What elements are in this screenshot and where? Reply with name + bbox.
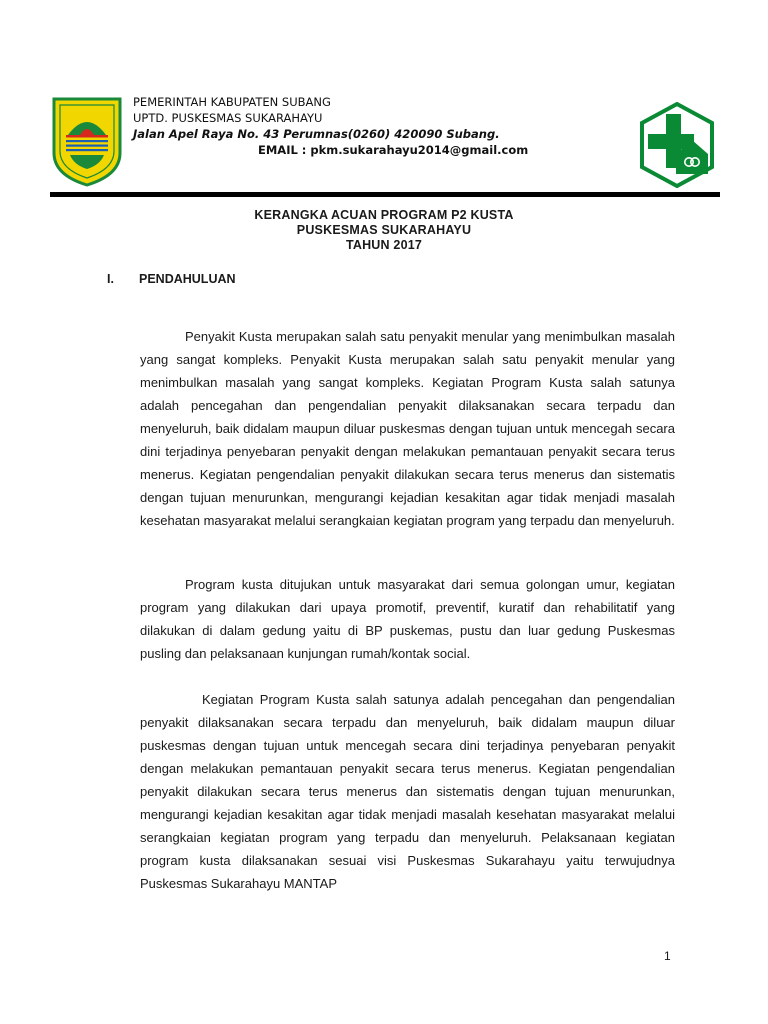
section-heading <box>107 272 236 286</box>
section-number: I. <box>107 272 114 286</box>
letterhead-text <box>133 94 593 158</box>
letterhead-address: Jalan Apel Raya No. 43 Perumnas(0260) 420090 Subang. <box>133 127 500 141</box>
section-title: PENDAHULUAN <box>139 272 236 286</box>
subang-regency-emblem-icon <box>50 95 124 187</box>
title-line-1: KERANGKA ACUAN PROGRAM P2 KUSTA <box>254 208 514 222</box>
paragraph-2: Program kusta ditujukan untuk masyarakat dari semua golongan umur, kegiatan program yang dilakukan dari upaya promotif, preventif, kuratif dan rehabilitatif yang dilakukan di dalam gedung yaitu di BP puskemas, pustu dan luar gedung Puskesmas pusling dan pelaksanaan kunjungan rumah/kontak social. <box>140 577 675 661</box>
letterhead-institution: UPTD. PUSKESMAS SUKARAHAYU <box>133 111 323 125</box>
document-title <box>0 208 768 253</box>
health-ministry-emblem-icon <box>636 102 718 188</box>
letterhead-email: EMAIL : pkm.sukarahayu2014@gmail.com <box>258 143 529 157</box>
letterhead <box>0 0 768 200</box>
page-number: 1 <box>664 949 671 963</box>
title-line-3: TAHUN 2017 <box>345 238 423 252</box>
paragraph-1: Penyakit Kusta merupakan salah satu penyakit menular yang menimbulkan masalah yang sangat kompleks. Penyakit Kusta merupakan salah satu penyakit menular yang menimbulkan masalah yang sangat kompleks. Kegiatan Program Kusta salah satunya adalah pencegahan dan pengendalian penyakit dilaksanakan secara terpadu dan menyeluruh, baik didalam maupun diluar puskesmas dengan tujuan untuk mencegah secara dini terjadinya penyebaran penyakit dengan melakukan pemantauan penyakit secara terus menerus. Kegiatan pengendalian penyakit dilakukan secara terus menerus dan sistematis dengan tujuan menurunkan, mengurangi kejadian kesakitan agar tidak menjadi masalah kesehatan masyarakat melalui serangkaian kegiatan program yang terpadu dan menyeluruh. <box>140 329 675 528</box>
letterhead-government: PEMERINTAH KABUPATEN SUBANG <box>133 95 331 109</box>
paragraph-3: Kegiatan Program Kusta salah satunya adalah pencegahan dan pengendalian penyakit dilaksanakan secara terpadu dan menyeluruh, baik didalam maupun diluar puskesmas dengan tujuan untuk mencegah secara dini terjadinya penyebaran penyakit dengan melakukan pemantauan penyakit secara terus menerus. Kegiatan pengendalian penyakit dilakukan secara terus menerus dan sistematis dengan tujuan menurunkan, mengurangi kejadian kesakitan agar tidak menjadi masalah kesehatan masyarakat melalui serangkaian kegiatan program yang terpadu dan menyeluruh. Pelaksanaan kegiatan program kusta dilaksanakan sesuai visi Puskesmas Sukarahayu yaitu terwujudnya Puskesmas Sukarahayu MANTAP <box>140 692 675 891</box>
title-line-2: PUSKESMAS SUKARAHAYU <box>296 223 472 237</box>
letterhead-divider <box>50 192 720 197</box>
